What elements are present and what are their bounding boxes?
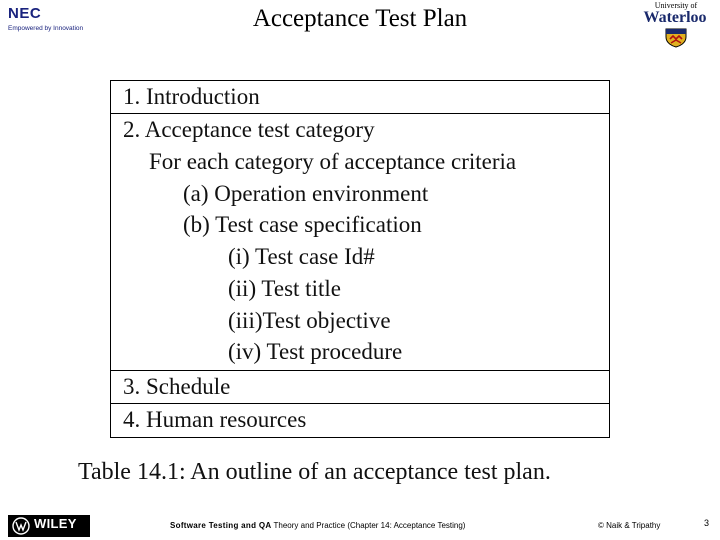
outline-for-each: For each category of acceptance criteria — [149, 149, 517, 174]
nec-logo-tagline: Empowered by Innovation — [8, 25, 84, 32]
footer-course-bold: Software Testing and QA — [170, 521, 272, 530]
outline-row-introduction — [111, 81, 609, 114]
outline-row-category — [111, 114, 609, 371]
acceptance-test-plan-outline — [110, 80, 610, 438]
outline-category: 2. Acceptance test category — [123, 117, 375, 142]
outline-row-schedule — [111, 371, 609, 404]
wiley-logo — [8, 515, 90, 537]
outline-item-ii: (ii) Test title — [228, 276, 341, 301]
wiley-emblem-icon — [11, 517, 31, 535]
outline-human-resources: 4. Human resources — [123, 407, 307, 432]
footer-course-title — [170, 520, 465, 532]
outline-item-b: (b) Test case specification — [183, 212, 422, 237]
wiley-logo-text: WILEY — [34, 516, 77, 531]
outline-introduction: 1. Introduction — [123, 84, 260, 109]
outline-schedule: 3. Schedule — [123, 374, 231, 399]
outline-item-iii: (iii)Test objective — [228, 308, 391, 333]
nec-logo-name: NEC — [8, 5, 42, 22]
waterloo-crest-icon — [664, 28, 688, 48]
table-caption: Table 14.1: An outline of an acceptance test plan. — [78, 459, 551, 485]
page-number: 3 — [704, 518, 710, 528]
outline-item-a: (a) Operation environment — [183, 181, 429, 206]
footer-copyright: © Naik & Tripathy — [598, 521, 661, 530]
outline-item-i: (i) Test case Id# — [228, 244, 375, 269]
waterloo-logo-big-text: Waterloo — [643, 9, 707, 26]
page-title: Acceptance Test Plan — [252, 5, 468, 32]
waterloo-logo — [634, 2, 718, 48]
outline-row-human-resources — [111, 404, 609, 437]
footer-course-rest: Theory and Practice (Chapter 14: Acceptance Testing) — [271, 521, 466, 530]
waterloo-logo-small-text: University of — [654, 1, 698, 10]
outline-item-iv: (iv) Test procedure — [228, 339, 403, 364]
